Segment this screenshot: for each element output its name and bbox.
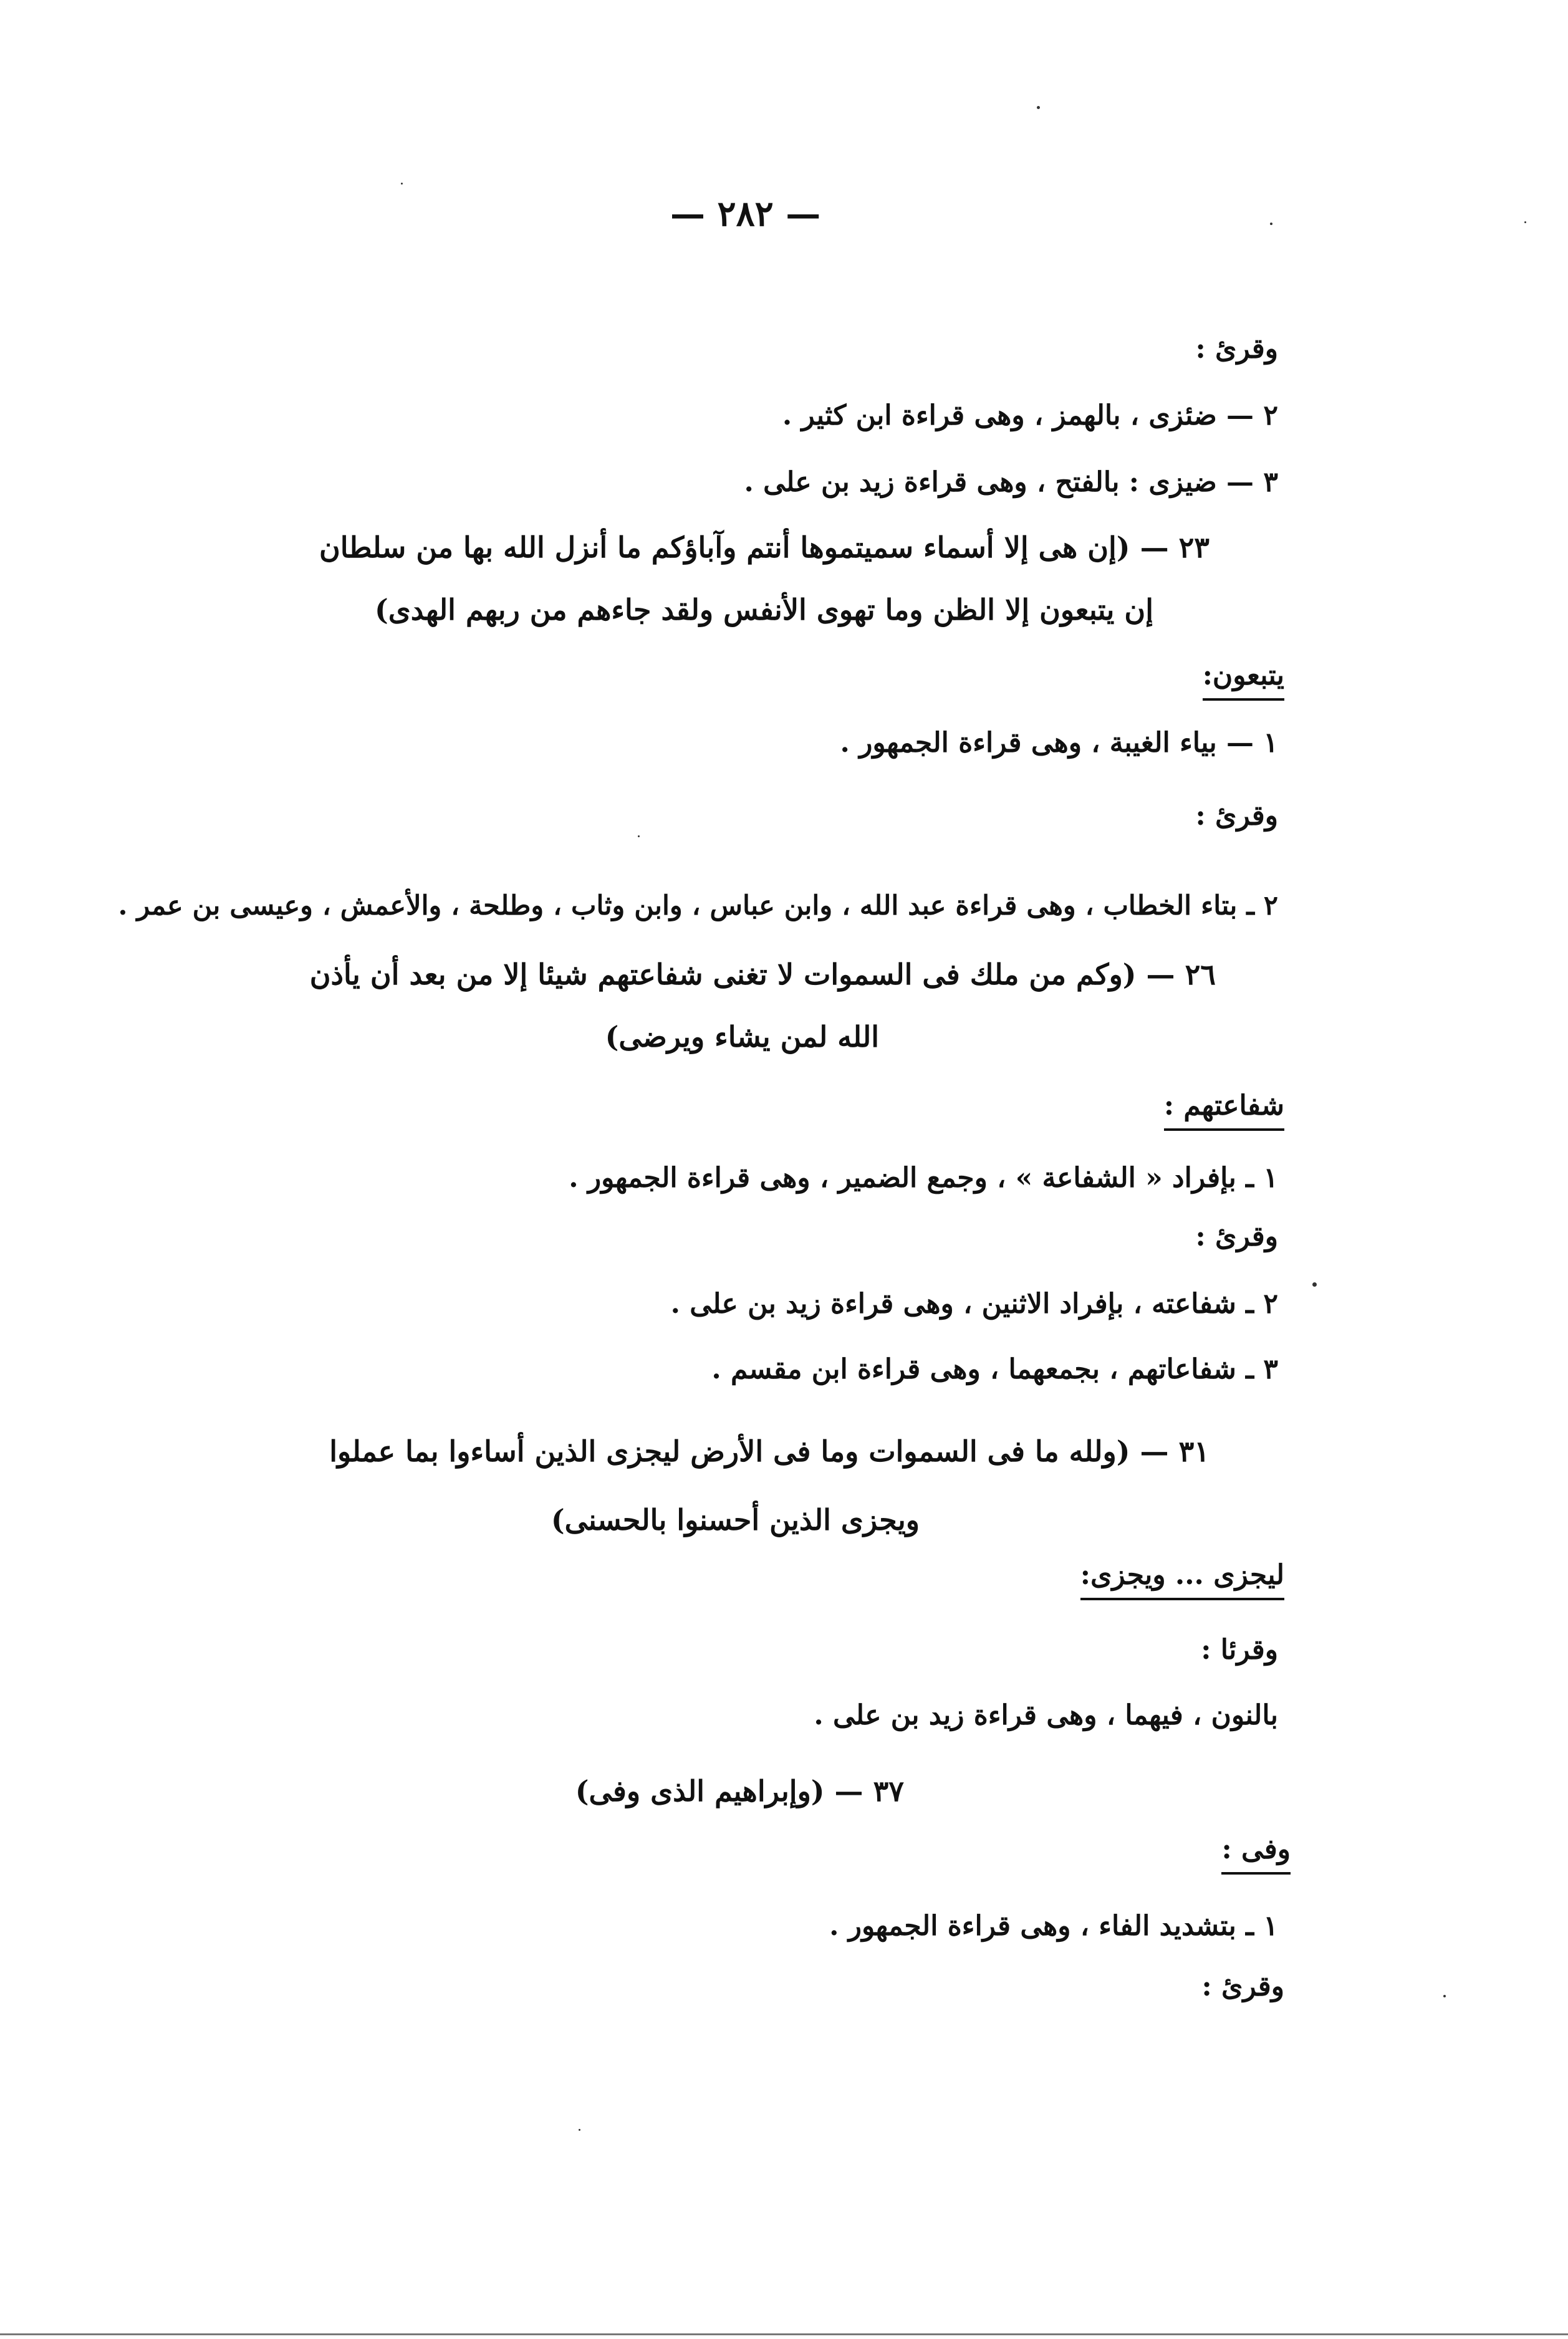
verse-line: ٢٣ — (إن هى إلا أسماء سميتموها أنتم وآباؤكم ما أنزل الله بها من سلطان	[319, 531, 1210, 564]
word-heading: وفى :	[1221, 1836, 1291, 1875]
verse-line: ويجزى الذين أحسنوا بالحسنى)	[551, 1503, 920, 1537]
reading-label: وقرئا :	[1201, 1634, 1278, 1666]
page-number: — ٢٨٢ —	[670, 193, 821, 234]
reading-line: ٢ — ضئزى ، بالهمز ، وهى قراءة ابن كثير .	[782, 400, 1278, 431]
reading-line: بالنون ، فيهما ، وهى قراءة زيد بن على .	[814, 1699, 1278, 1731]
scan-speck	[1443, 1995, 1446, 1997]
scan-speck	[1312, 1282, 1317, 1287]
reading-line: ٢ ـ بتاء الخطاب ، وهى قراءة عبد الله ، وابن عباس ، وابن وثاب ، وطلحة ، والأعمش ، وعيسى بن عمر .	[118, 890, 1278, 921]
scan-speck	[1270, 223, 1272, 225]
scan-speck	[1524, 221, 1526, 223]
word-heading: ليجزى ... ويجزى:	[1080, 1562, 1284, 1600]
verse-line: الله لمن يشاء ويرضى)	[605, 1020, 879, 1054]
scan-speck	[579, 2129, 580, 2131]
verse-line: ٢٦ — (وكم من ملك فى السموات لا تغنى شفاعتهم شيئا إلا من بعد أن يأذن	[309, 958, 1216, 991]
verse-line: ٣٧ — (وإبراهيم الذى وفى)	[575, 1774, 904, 1808]
scan-speck	[401, 183, 403, 185]
reading-line: ٣ ـ شفاعاتهم ، بجمعهما ، وهى قراءة ابن مقسم .	[711, 1353, 1278, 1385]
reading-label: وقرئ :	[1201, 1971, 1284, 2002]
reading-line: ١ — بياء الغيبة ، وهى قراءة الجمهور .	[840, 727, 1278, 759]
reading-line: ٣ — ضيزى : بالفتح ، وهى قراءة زيد بن على .	[744, 466, 1278, 498]
scan-speck	[1037, 106, 1040, 109]
reading-line: ٢ ـ شفاعته ، بإفراد الاثنين ، وهى قراءة زيد بن على .	[670, 1288, 1278, 1320]
verse-line: إن يتبعون إلا الظن وما تهوى الأنفس ولقد جاءهم من ربهم الهدى)	[375, 593, 1153, 627]
reading-label: وقرئ :	[1195, 1221, 1278, 1252]
page-bottom-edge	[0, 2333, 1568, 2335]
scan-speck	[638, 835, 640, 837]
word-heading: شفاعتهم :	[1164, 1092, 1284, 1131]
reading-line: ١ ـ بإفراد « الشفاعة » ، وجمع الضمير ، وهى قراءة الجمهور .	[569, 1162, 1278, 1194]
verse-line: ٣١ — (ولله ما فى السموات وما فى الأرض ليجزى الذين أساءوا بما عملوا	[329, 1434, 1210, 1468]
word-heading: يتبعون:	[1203, 662, 1284, 701]
reading-label: وقرئ :	[1195, 333, 1278, 365]
reading-label: وقرئ :	[1195, 800, 1278, 832]
reading-line: ١ ـ بتشديد الفاء ، وهى قراءة الجمهور .	[829, 1910, 1278, 1942]
